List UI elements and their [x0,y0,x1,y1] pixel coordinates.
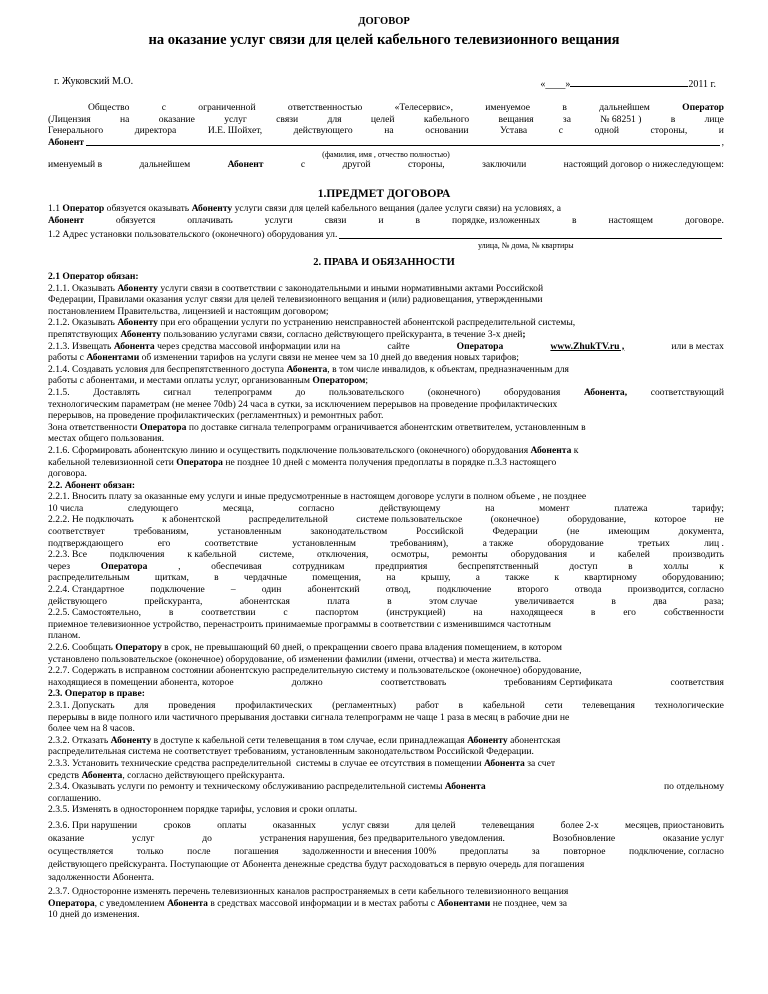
word: настоящем [608,214,653,226]
word: чердачные [243,572,288,584]
word: с [283,607,288,619]
word: подключение, согласно [629,845,724,857]
word: согласно [298,502,335,514]
word: и [378,214,384,226]
word: заключили [482,159,527,171]
word: погашения [234,845,279,857]
word: технологические [654,699,724,711]
word: системе, [259,549,295,561]
clause-2-2-2-line-2 [48,526,724,538]
word: ограниченной [198,102,256,113]
word: второго [517,584,549,596]
word: (оконечного) [427,386,481,398]
word: Федерации [492,526,538,538]
clause-2-3-4-line-1: 2.3.4. Оказывать услуги по ремонту и техническому обслуживанию распределительной системы Абонента по отдельному [48,781,724,793]
word: отключения, [317,549,369,561]
clause-2-1-2-line-2: препятствующих Абоненту пользованию услугами связи, согласно действующего прейскуранта, в течение 3-х дней; [48,328,526,340]
word: Абонента, [583,386,628,398]
word: 2.2.3. Все [48,549,88,561]
word: осмотры, [391,549,430,561]
word: холлы [663,560,689,572]
contract-date [540,76,716,91]
address-field[interactable] [339,229,722,239]
word: лице [704,113,724,125]
word: – [230,584,236,596]
clause-2-3-6-line-1 [48,819,724,832]
word: отвода [574,584,602,596]
date-blank [570,76,688,87]
word: до [202,832,212,844]
clause-2-2-7-line-2 [48,677,724,689]
word: в [611,595,616,607]
preamble-line-4 [48,137,724,149]
word: связи [276,113,299,125]
word: подключения [109,549,165,561]
clause-2-1-5-line-3: перерывов, на проведение профилактических (регламентных) и ремонтных работ. [48,410,384,422]
word: проведения [168,699,216,711]
word: , [178,560,181,572]
word: обязуется [115,214,156,226]
word: квартирному [584,572,637,584]
word: не [714,514,724,526]
word: тарифу; [692,502,724,514]
word: в [458,699,464,711]
word: дальнейшем [139,159,191,171]
word: сотрудникам [292,560,345,572]
word: порядке, изложенных [452,214,541,226]
word: в [214,572,219,584]
word: к [719,560,724,572]
word: Устава [500,125,528,137]
word: доступ [569,560,598,572]
word: ремонты [452,549,488,561]
clause-2-1-4-line-2: работы с абонентами, и местами оплаты услуг, организованным Оператором; [48,375,369,387]
word: соответствующий [650,386,724,398]
section-2-heading: 2. ПРАВА И ОБЯЗАННОСТИ [313,257,455,268]
word: крышу, [420,572,451,584]
preamble-line-2 [48,114,724,126]
clause-2-2-5-line-1 [48,607,724,619]
preamble-line-1 [48,102,724,114]
word: предприятия [375,560,428,572]
clause-2-3-7-line-2: Оператора, с уведомлением Абонента в средствах массовой информации и в местах работы с Абонентами не позднее, чем за [48,897,567,909]
heading-2-3: 2.3. Оператор в праве: [48,688,145,700]
word: с [558,125,563,137]
word: в [628,560,633,572]
word: стороны, [650,125,688,137]
clause-2-3-7-line-1: 2.3.7. Односторонне изменять перечень телевизионных каналов распространяемых в сети кабельного телевизионного вещания [48,885,569,897]
word: требованиям Сертификата [504,676,613,688]
word: Абонент [227,159,264,171]
word: помещения, [312,572,362,584]
word: оплачивать [187,214,233,226]
word: действующего [293,125,353,137]
word: его [157,537,171,549]
clause-2-2-2-line-3 [48,538,724,550]
word: повторное [563,845,606,857]
word: стороны, [407,159,445,171]
word: оборудования [510,549,567,561]
word: в [387,595,392,607]
word: для [134,699,149,711]
word: Оператора [100,560,148,572]
word: сигнал [163,386,191,398]
word: директора [134,125,177,137]
clause-2-3-6-line-5: задолженности Абонента. [48,871,155,883]
document-title: ДОГОВОР [358,16,410,27]
clause-2-3-6-line-3 [48,845,724,858]
word: и [589,549,595,561]
word: оказание услуг [662,832,724,844]
clause-2-2-5-line-3: планом. [48,630,81,642]
word: услуг связи [342,819,390,831]
clause-2-2-3-line-1 [48,549,724,561]
clause-2-2-3-line-2 [48,561,724,573]
word: оказание [158,113,195,125]
city: г. Жуковский М.О. [54,76,134,87]
clause-2-3-2-line-2: распределительная система не соответствует требованиям, установленным законодательством Российской Федерации. [48,746,534,758]
clause-2-3-3-line-2: средств Абонента, согласно действующего прейскуранта. [48,769,285,781]
clause-2-3-3-line-1: 2.3.3. Установить технические средства распределительной системы в случае ее отсутствия в помещении Абонента за счет [48,757,556,769]
word: оборудованию; [662,572,724,584]
word: требованиям, [133,526,189,538]
word: соответствия [670,676,724,688]
word: телепрограмм [214,386,272,398]
word: для целей [415,819,456,831]
word: оборудования [503,386,561,398]
clause-2-1-4-line-1: 2.1.4. Создавать условия для беспрепятственного доступа Абонента, в том числе инвалидов, к объектам, предназначенным для [48,363,569,375]
word: услуг [224,113,247,125]
section-2 [48,271,724,921]
clause-2-3-6-line-4: действующего прейскуранта. Поступающие от Абонента денежные средства будут расходоваться в первую очередь для погашения [48,858,585,870]
word: № 68251 ) [600,113,642,125]
word: системе пользовательское [356,514,463,526]
word: на [120,113,130,125]
word: оказание [48,832,85,844]
word: в [572,214,577,226]
clause-1-1-line-2 [48,215,724,227]
word: после [187,845,211,857]
word: одной [594,125,619,137]
word: в [562,102,567,113]
word: оказанных [272,819,316,831]
word: Доставлять [93,386,140,398]
word: действующего [48,595,108,607]
date-day: «____» [540,79,571,90]
responsibility-zone-line-1: Зона ответственности Оператора по доставке сигнала телепрограмм ограничивается абонентским ответвителем, установленным в [48,421,586,433]
word: обеспечивая [211,560,262,572]
clause-2-2-1-line-2 [48,503,724,515]
word: 2.2.2. Не подключать [48,514,134,526]
word: и [718,125,724,137]
word: лиц . [704,537,724,549]
clause-2-1-2-line-1: 2.1.2. Оказывать Абоненту при его обращении услуги по устранению неисправностей абонентской распределительной системы, [48,317,576,329]
word: осуществляется [48,845,114,857]
word: отвод, [385,584,411,596]
word: «Телесервис», [394,102,453,113]
word: 10 числа [48,502,84,514]
word: распределительным [48,572,130,584]
word: сроков [163,819,191,831]
word: задолженности и внесения 100% [302,845,437,857]
clause-2-1-3-line-1: 2.1.3. Извещать Абонента через средства массовой информации или на сайте Оператора www.ZhukTV.ru , или в местах [48,340,724,352]
word: Общество [88,102,130,113]
word: только [136,845,164,857]
word: кабелей [617,549,650,561]
clause-2-3-4-line-2: соглашению. [48,792,102,804]
word: устранения нарушения, без предварительного уведомления. [259,832,505,844]
word: раза; [704,595,724,607]
clause-2-1-1-line-1: 2.1.1. Оказывать Абоненту услуги связи в соответствии с законодательными и иными нормативными актами Российской [48,282,544,294]
word: плата [327,595,350,607]
word: оплаты [217,819,247,831]
word: абонентская [239,595,290,607]
word: следующего [127,502,179,514]
word: щиткам, [154,572,189,584]
heading-2-2: 2.2. Абонент обязан: [48,479,136,491]
word: платежа [614,502,648,514]
word: соответствие [204,537,258,549]
clause-2-1-1-line-2: Федерации, Правилами оказания услуг связи для целей телевизионного вещания и (или) радиовещания, утвержденными [48,294,543,306]
clause-2-2-4-line-1 [48,584,724,596]
word: на [485,502,495,514]
word: подключение [150,584,205,596]
responsibility-zone-line-2: местах общего пользования. [48,433,165,445]
word: установленным [217,526,282,538]
word: соответствует [48,526,105,538]
word: услуги [264,214,293,226]
clause-2-2-3-line-3 [48,572,724,584]
word: Российской [416,526,464,538]
word: месяца, [222,502,254,514]
heading-2-1: 2.1 Оператор обязан: [48,271,139,282]
clause-2-1-6-line-2: кабельной телевизионной сети Оператора не позднее 10 дней с момента получения предоплаты в порядке п.3.3 настоящего [48,456,557,468]
word: на [386,572,396,584]
word: два [653,595,667,607]
word: ответственностью [287,102,363,113]
word: а [475,572,480,584]
word: связи [324,214,347,226]
word: подтверждающего [48,537,124,549]
word: (не [566,526,580,538]
word: месяцев, приостановить [624,819,724,831]
word: (инструкцией) [386,607,446,619]
clause-1-1: 1.1 Оператор обязуется оказывать Абоненту услуги связи для целей кабельного вещания (далее услуги связи) на условиях, а [48,203,561,214]
word: профилактических [235,699,313,711]
word: договоре. [684,214,724,226]
word: основании [425,125,469,137]
word: работ [415,699,439,711]
clause-2-3-1-line-1 [48,700,724,712]
word: к кабельной [187,549,237,561]
word: (регламентных) [332,699,397,711]
clause-2-3-7-line-3: 10 дней до изменения. [48,909,140,921]
word: соответствовать [380,676,447,688]
word: целей [370,113,395,125]
word: производить [672,549,724,561]
clause-2-2-2-line-1 [48,514,724,526]
clause-2-3-1-line-2: перерывы в виде полного или частичного прерывания доставки сигнала телепрограмм не чаще 1 раза в месяц в рабочие дни не [48,711,570,723]
subscriber-label: Абонент [48,136,84,148]
clause-2-1-5-line-1 [48,387,724,399]
word: находящиеся в помещении абонента, которое [48,676,234,688]
word: имеющим [608,526,650,538]
clause-2-1-5-line-2: технологическим параметрам (не менее 70db) 24 часа в сутки, за исключением перерывов на проведение профилактических [48,398,558,410]
word: в [670,113,676,125]
comma: , [721,136,724,148]
word: кабельного [423,113,470,125]
word: 2.2.4. Стандартное [48,584,125,596]
word: увеличивается [514,595,575,607]
subscriber-name-field[interactable] [86,137,720,147]
word: более 2-х [560,819,599,831]
date-year: 2011 г. [688,79,716,90]
word: на [473,607,483,619]
word: И.Е. Шойхет, [207,125,263,137]
word: распределительной [248,514,328,526]
word: также [505,572,530,584]
clause-2-2-6-line-1: 2.2.6. Сообщать Оператору в срок, не превышающий 60 дней, о прекращении своего права владения помещением, в котором [48,642,562,653]
word: с [161,102,166,113]
clause-2-3-1-line-3: более чем на 8 часов. [48,723,135,735]
word: этом случае [428,595,478,607]
word: к абонентской [162,514,221,526]
clause-2-1-6-line-1: 2.1.6. Сформировать абонентскую линию и осуществить подключение пользовательского (оконечного) оборудования Абонента к [48,444,579,456]
word: подключение [436,584,492,596]
word: производится, согласно [627,584,724,596]
word: 2.3.6. При нарушении [48,819,138,831]
word: к [554,572,560,584]
word: услуг [131,832,155,844]
word: в [415,214,421,226]
clause-2-3-6-line-2 [48,832,724,845]
word: в [590,607,596,619]
clause-2-2-5-line-2: приемное телевизионное устройство, перенастроить принимаемые программы в соответствии с изменившимся частотным [48,618,551,630]
word: вещания [498,113,534,125]
word: собственности [663,607,724,619]
word: оборудование [547,537,604,549]
clause-2-3-6 [48,819,724,884]
word: телевещания [481,819,535,831]
address-caption: улица, № дома, № квартиры [478,240,574,250]
word: абонентский [307,584,360,596]
word: оборудование, [567,514,627,526]
word: беспрепятственный [458,560,539,572]
clause-2-1-6-line-3: договора. [48,468,87,480]
word: 2.3.1. Допускать [48,699,115,711]
word: должно [291,676,323,688]
word: законодательством [310,526,388,538]
clause-2-2-6-line-2: установлено пользовательское (оконечное) оборудование, об изменении фамилии (имени, отчества) и места жительства. [48,653,542,665]
word: в [168,607,174,619]
word: а также [482,537,514,549]
word: один [261,584,282,596]
word: его [623,607,636,619]
word: другой [342,159,371,171]
word: паспортом [315,607,359,619]
word: прейскуранта, [144,595,203,607]
clause-1-2: 1.2 Адрес установки пользовательского (оконечного) оборудования ул. [48,229,724,241]
section-1-heading: 1.ПРЕДМЕТ ДОГОВОРА [317,188,451,200]
word: 2.1.5. [48,386,70,398]
preamble-line-5 [48,159,724,171]
website-link[interactable]: www.ZhukTV.ru , [550,340,625,352]
word: (оконечное) [490,514,540,526]
word: которое [654,514,687,526]
word: (Лицензия [48,113,91,125]
word: Абонент [48,214,84,226]
word: третьих [637,537,670,549]
word: 2.2.5. Самостоятельно, [48,607,142,619]
word: настоящий договор о нижеследующем: [563,159,724,171]
word: за [562,113,571,125]
clause-2-2-7-line-1: 2.2.7. Содержать в исправном состоянии абонентскую распределительную систему и пользовательское (оконечное) оборудование, [48,665,582,677]
word: телевещания [582,699,635,711]
subscriber-caption: (фамилия, имя , отчество полностью) [322,150,450,160]
word: Генерального [48,125,104,137]
word: именуемый в [48,159,103,171]
section-1 [48,203,724,250]
word: через [48,560,71,572]
word: Оператор [682,102,724,113]
preamble [48,102,724,171]
word: документа, [678,526,724,538]
clause-2-2-4-line-2 [48,596,724,608]
word: установленным [292,537,356,549]
document-subtitle: на оказание услуг связи для целей кабельного телевизионного вещания [148,32,620,48]
word: за [531,845,540,857]
word: именуемое [485,102,531,113]
clause-2-3-2-line-1: 2.3.2. Отказать Абоненту в доступе к кабельной сети телевещания в том случае, если принадлежащая Абоненту абонентская [48,734,561,746]
word: дальнейшем [599,102,650,113]
word: с [300,159,306,171]
clause-2-2-1-line-1: 2.2.1. Вносить плату за оказанные ему услуги и иные предусмотренные в настоящем договоре услуги в полном объеме , не позднее [48,491,587,503]
clause-2-1-3-line-2: работы с Абонентами об изменении тарифов на услуги связи не менее чем за 10 дней до введения новых тарифов; [48,352,519,364]
word: на [384,125,394,137]
word: кабельной [482,699,525,711]
word: соответствии [201,607,256,619]
word: предоплаты [459,845,509,857]
preamble-line-3 [48,125,724,137]
word: пользовательского [328,386,405,398]
word: находящееся [510,607,563,619]
word: сети [544,699,563,711]
word: действующему [378,502,441,514]
word: момент [539,502,570,514]
word: до [295,386,306,398]
word: Возобновление [552,832,616,844]
clause-2-3-5: 2.3.5. Изменять в одностороннем порядке тарифы, условия и сроки оплаты. [48,804,358,816]
word: для [327,113,342,125]
clause-2-1-1-line-3: постановлением Правительства, лицензией и настоящим договором; [48,305,329,317]
word: требованиям), [390,537,449,549]
